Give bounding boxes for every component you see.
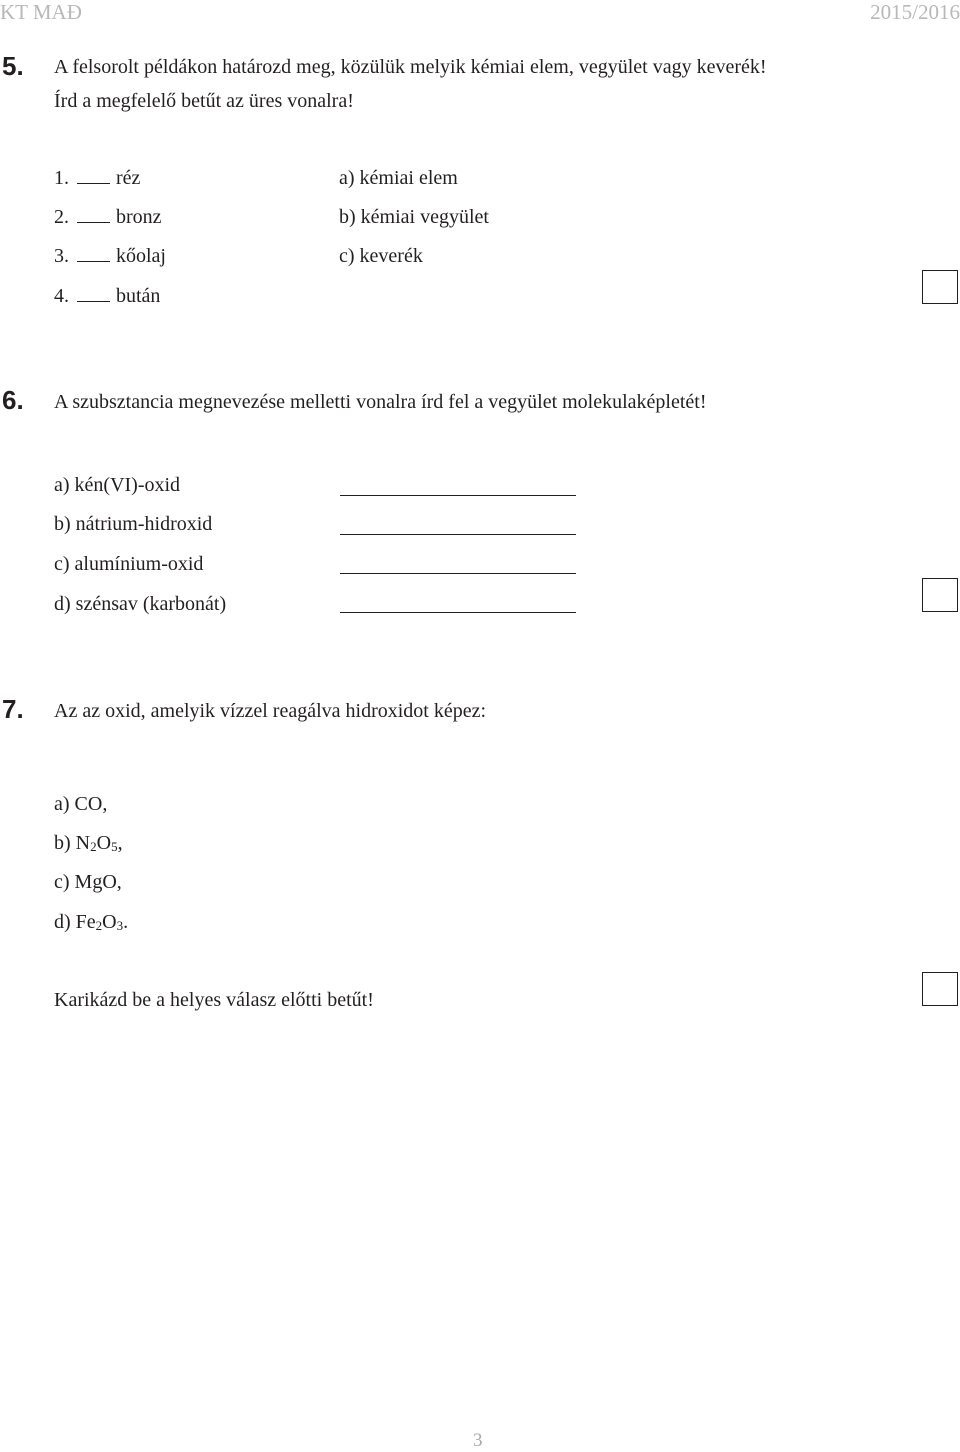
question-5-text-line2: Írd a megfelelő betűt az üres vonalra! xyxy=(54,90,354,112)
q6-item-c: c) alumínium-oxid xyxy=(54,553,204,575)
q7-score-box[interactable] xyxy=(922,972,958,1006)
q7-option-b[interactable]: b) $N_2O_5$, xyxy=(54,832,123,854)
q5-option-a: a) kémiai elem xyxy=(339,167,458,189)
q6-item-a: a) kén(VI)-oxid xyxy=(54,474,181,496)
q5-item-1: 1. réz xyxy=(54,167,141,189)
question-6-number: 6. xyxy=(2,385,24,415)
page-number: 3 xyxy=(473,1430,483,1451)
header-right: 2015/2016 xyxy=(870,0,960,24)
q5-item-2: 2. bronz xyxy=(54,206,162,228)
q7-option-a[interactable]: a) CO, xyxy=(54,793,108,815)
q6-answer-line-b[interactable] xyxy=(340,534,576,535)
answer-blank[interactable] xyxy=(77,221,110,223)
q6-answer-line-c[interactable] xyxy=(340,573,576,574)
q5-option-b: b) kémiai vegyület xyxy=(339,206,489,228)
q6-score-box[interactable] xyxy=(922,578,958,612)
q7-option-d[interactable]: d) $Fe_2O_3$. xyxy=(54,911,129,933)
q6-item-d: d) szénsav (karbonát) xyxy=(54,593,227,615)
question-7-text: Az az oxid, amelyik vízzel reagálva hidroxidot képez: xyxy=(54,700,487,722)
q7-option-c[interactable]: c) MgO, xyxy=(54,871,122,893)
q5-score-box[interactable] xyxy=(922,270,958,304)
question-5-number: 5. xyxy=(2,51,24,81)
q6-answer-line-a[interactable] xyxy=(340,495,576,496)
header-left: KT MAĐ xyxy=(0,0,82,24)
q6-answer-line-d[interactable] xyxy=(340,612,576,613)
q5-item-4: 4. bután xyxy=(54,285,161,307)
question-6-text: A szubsztancia megnevezése melletti vonalra írd fel a vegyület molekulaképletét! xyxy=(54,391,707,413)
q7-instruction: Karikázd be a helyes válasz előtti betűt! xyxy=(54,989,374,1011)
question-7-number: 7. xyxy=(2,694,24,724)
answer-blank[interactable] xyxy=(77,260,110,262)
q5-option-c: c) keverék xyxy=(339,245,423,267)
q6-item-b: b) nátrium-hidroxid xyxy=(54,513,213,535)
answer-blank[interactable] xyxy=(77,300,110,302)
q5-item-3: 3. kőolaj xyxy=(54,245,166,267)
question-5-text-line1: A felsorolt példákon határozd meg, közülük melyik kémiai elem, vegyület vagy keverék! xyxy=(54,56,767,78)
answer-blank[interactable] xyxy=(77,182,110,184)
